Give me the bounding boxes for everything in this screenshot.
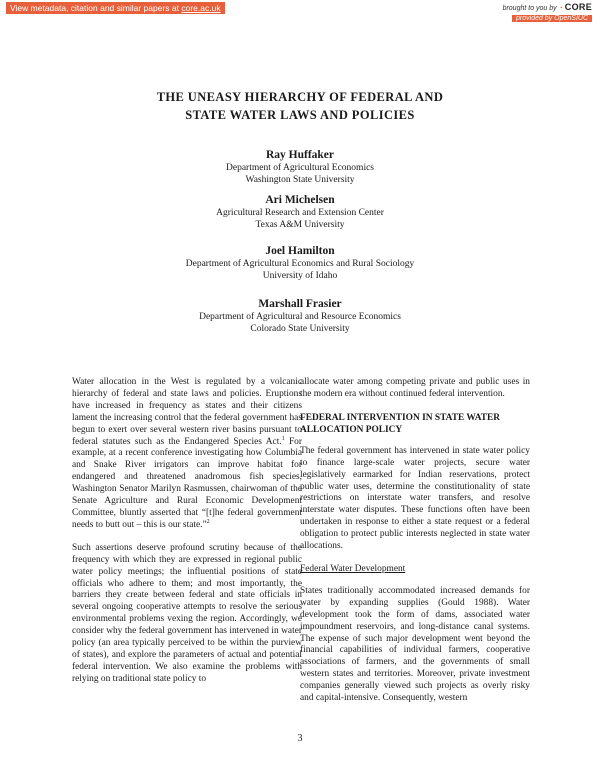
- core-banner: [0, 0, 600, 14]
- page-number: 3: [297, 733, 303, 744]
- core-brand[interactable]: brought to you by ◔ CORE: [502, 2, 592, 12]
- subsection-heading: Federal Water Development: [300, 563, 406, 574]
- author-2: Ari Michelsen Agricultural Research and Extension Center Texas A&M University: [216, 194, 384, 230]
- author-1: Ray Huffaker Department of Agricultural Economics Washington State University: [226, 149, 374, 185]
- paper-title: THE UNEASY HIERARCHY OF FEDERAL AND STATE WATER LAWS AND POLICIES: [156, 90, 444, 122]
- paragraph: allocate water among competing private and public uses in the modern era without continued federal intervention.: [300, 377, 530, 399]
- author-3: Joel Hamilton Department of Agricultural Economics and Rural Sociology University of Idaho: [185, 245, 415, 281]
- core-metadata-link[interactable]: View metadata, citation and similar papers at core.ac.uk: [6, 2, 225, 14]
- core-logo-icon: ◔: [558, 5, 563, 12]
- paragraph: Such assertions deserve profound scrutiny because of the frequency with which they are expressed in regional public water policy meetings; the influential positions of state officials who adhere to them; and most importantly, the barriers they create between federal and state officials in several ongoing cooperative attempts to resolve the serious environmental problems vexing the region. Accordingly, we consider why the federal government has intervened in water policy (an area typically perceived to be within the purview of states), and explore the parameters of actual and potential federal intervention. We also examine the problems with relying on traditional state policy to: [72, 542, 302, 684]
- section-heading: FEDERAL INTERVENTION IN STATE WATER ALLOCATION POLICY: [300, 412, 501, 435]
- core-provided-by: provided by OpenSIUC: [512, 15, 592, 22]
- left-column: [72, 377, 302, 697]
- paragraph: Water allocation in the West is regulated by a volcanic hierarchy of federal and state laws and policies. Eruptions have increased in frequency as states and their citizens lament the increasing control that the federal government has begun to exert over several western river basins pursuant to federal statutes such as the Endangered Species Act.$^1$ For example, at a recent conference investigating how Columbia and Snake River irrigators can improve habitat for endangered and threatened anadromous fish species, Washington Senator Marilyn Rasmussen, chairwoman of the Senate Agriculture and Rural Economic Development Committee, bluntly asserted that “[t]he federal government needs to butt out – this is our state.”$^2$: [72, 377, 302, 530]
- paragraph: The federal government has intervened in state water policy to finance large-scale water projects, secure water legislatively earmarked for Indian reservations, protect public water uses, determine the constitutionality of state restrictions on interstate water transfers, and resolve interstate water disputes. These functions often have been undertaken in response to either a state request or a federal obligation to protect public interests neglected in state water allocations.: [300, 445, 530, 552]
- author-4: Marshall Frasier Department of Agricultural and Resource Economics Colorado State University: [199, 298, 401, 334]
- right-column: [300, 377, 530, 716]
- paragraph: States traditionally accommodated increased demands for water by expanding supplies (Gould 1988). Water development took the form of dams, associated water impoundment reservoirs, and long-distance canal systems. The expense of such major development went beyond the financial capabilities of individual farmers, cooperative associations of farmers, and the governments of small western states and territories. Moreover, private investment companies generally viewed such projects as overly risky and capital-intensive. Consequently, western: [300, 585, 530, 704]
